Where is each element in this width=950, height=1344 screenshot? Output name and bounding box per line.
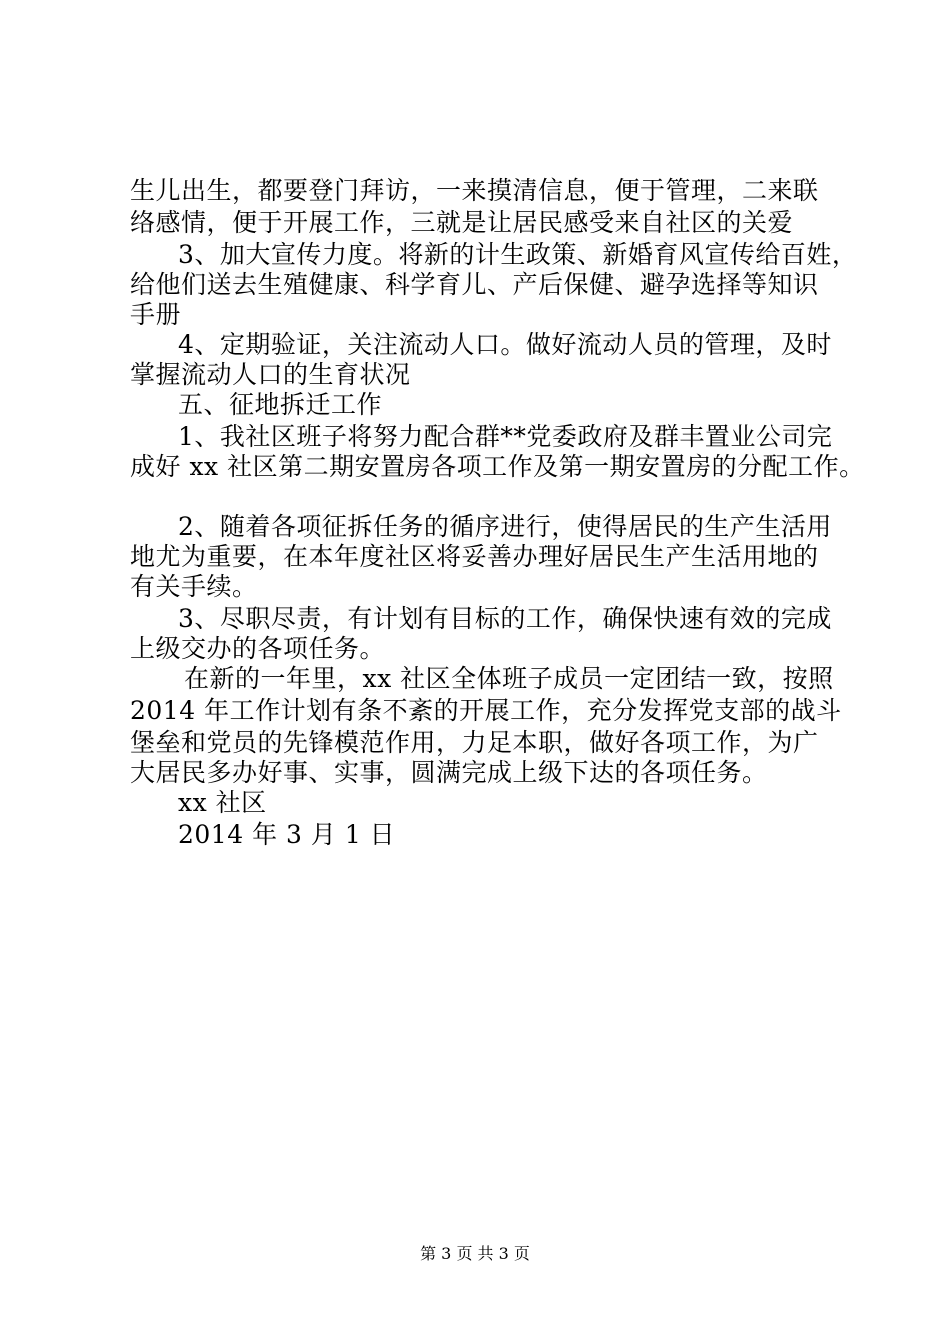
text-line: 上级交办的各项任务。 (130, 634, 386, 663)
text-line: 2、随着各项征拆任务的循序进行，使得居民的生产生活用 (178, 512, 832, 541)
text-line: 给他们送去生殖健康、科学育儿、产后保健、避孕选择等知识 (130, 270, 819, 299)
text-line: 2014 年工作计划有条不紊的开展工作，充分发挥党支部的战斗 (130, 696, 842, 725)
text-line: 有关手续。 (130, 572, 258, 601)
text-line: 大居民多办好事、实事，圆满完成上级下达的各项任务。 (130, 758, 768, 787)
signature-org: xx 社区 (178, 788, 267, 817)
text-line: 堡垒和党员的先锋模范作用，力足本职，做好各项工作，为广 (130, 728, 819, 757)
signature-date: 2014 年 3 月 1 日 (178, 820, 396, 849)
text-line: 手册 (130, 300, 182, 329)
text-line: 掌握流动人口的生育状况 (130, 360, 411, 389)
page-footer: 第 3 页 共 3 页 (420, 1244, 530, 1263)
text-line: 生儿出生，都要登门拜访，一来摸清信息，便于管理，二来联 (130, 176, 819, 205)
text-line: 3、加大宣传力度。将新的计生政策、新婚育风宣传给百姓， (178, 240, 858, 269)
text-line: 4、定期验证，关注流动人口。做好流动人员的管理，及时 (178, 330, 832, 359)
text-line: 成好 xx 社区第二期安置房各项工作及第一期安置房的分配工作。 (130, 452, 865, 481)
text-line: 络感情，便于开展工作，三就是让居民感受来自社区的关爱 (130, 208, 794, 237)
section-heading: 五、征地拆迁工作 (178, 390, 383, 419)
text-line: 3、尽职尽责，有计划有目标的工作，确保快速有效的完成 (178, 604, 832, 633)
text-line: 地尤为重要，在本年度社区将妥善办理好居民生产生活用地的 (130, 542, 819, 571)
text-line: 1、我社区班子将努力配合群**党委政府及群丰置业公司完 (178, 422, 833, 451)
text-line: 在新的一年里，xx 社区全体班子成员一定团结一致，按照 (184, 664, 834, 693)
